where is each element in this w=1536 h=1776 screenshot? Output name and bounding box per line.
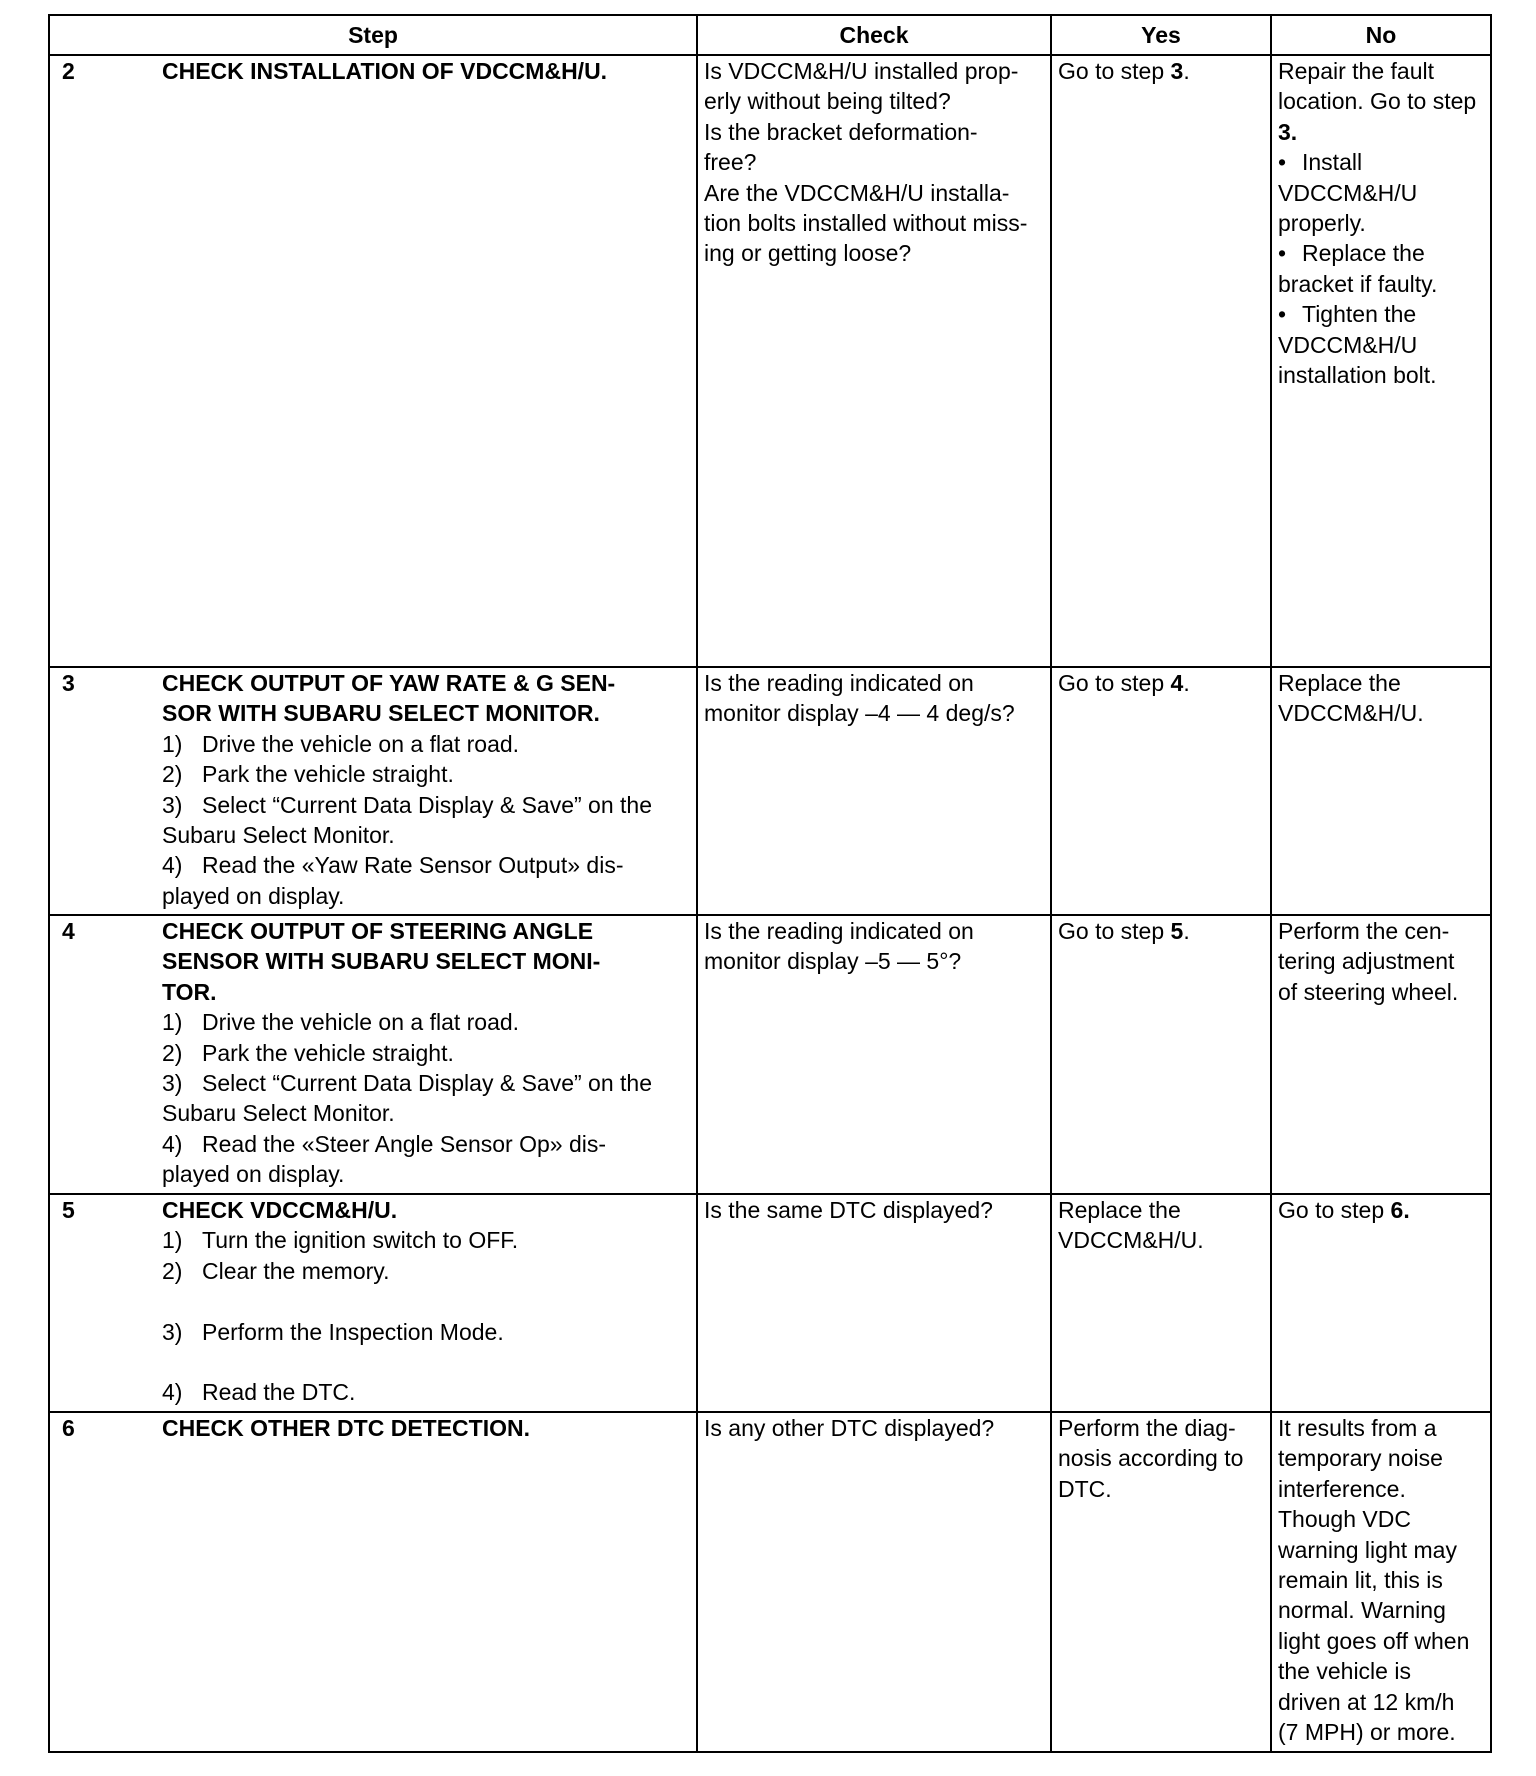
no-text: Go to step bbox=[1278, 1197, 1391, 1223]
no-cell bbox=[1271, 1412, 1491, 1752]
no-line: interference. bbox=[1278, 1475, 1406, 1502]
substep-text: Select “Current Data Display & Save” on the bbox=[202, 791, 652, 818]
check-line: Is the bracket deformation- bbox=[704, 118, 978, 145]
step-title: SENSOR WITH SUBARU SELECT MONI- bbox=[162, 948, 601, 975]
table-row bbox=[49, 1194, 1491, 1412]
step-cell bbox=[49, 55, 697, 667]
table-row bbox=[49, 915, 1491, 1194]
bullet-text: VDCCM&H/U bbox=[1278, 179, 1418, 206]
no-line: the vehicle is bbox=[1278, 1658, 1411, 1685]
substep-text: Park the vehicle straight. bbox=[202, 761, 454, 788]
yes-line: DTC. bbox=[1058, 1475, 1112, 1502]
no-line: (7 MPH) or more. bbox=[1278, 1719, 1456, 1746]
no-line: driven at 12 km/h bbox=[1278, 1688, 1455, 1715]
bullet-text: installation bolt. bbox=[1278, 362, 1437, 389]
no-line: remain lit, this is bbox=[1278, 1567, 1443, 1594]
step-title: CHECK OUTPUT OF STEERING ANGLE bbox=[162, 918, 594, 944]
yes-cell bbox=[1051, 915, 1271, 1194]
bullet-text: Install bbox=[1302, 149, 1363, 176]
yes-cell bbox=[1051, 1412, 1271, 1752]
substep-text: Read the DTC. bbox=[202, 1379, 356, 1406]
step-title: CHECK OUTPUT OF YAW RATE & G SEN- bbox=[162, 670, 616, 696]
substep-text: Read the «Steer Angle Sensor Op» dis- bbox=[202, 1130, 607, 1157]
check-cell bbox=[697, 1194, 1051, 1412]
no-line: temporary noise bbox=[1278, 1445, 1443, 1472]
no-end: . bbox=[1403, 1197, 1410, 1223]
step-cell bbox=[49, 1194, 697, 1412]
step-title: TOR. bbox=[162, 978, 217, 1005]
yes-cell bbox=[1051, 1194, 1271, 1412]
substep-number: 4) bbox=[162, 1130, 183, 1157]
substep bbox=[162, 759, 684, 789]
substep-text: played on display. bbox=[162, 882, 345, 909]
substep-number: 2) bbox=[162, 1039, 183, 1066]
substep bbox=[162, 790, 684, 820]
substep bbox=[162, 1129, 684, 1159]
substep-number: 2) bbox=[162, 1257, 183, 1284]
check-line: ing or getting loose? bbox=[704, 240, 912, 267]
substep bbox=[162, 1377, 684, 1407]
spacer bbox=[162, 1347, 684, 1377]
header-step: Step bbox=[49, 15, 697, 55]
check-cell bbox=[697, 915, 1051, 1194]
check-line: Is the reading indicated on bbox=[704, 670, 974, 696]
check-line: Is any other DTC displayed? bbox=[704, 1415, 995, 1441]
yes-step-ref: 3 bbox=[1170, 58, 1184, 84]
no-step-ref: 6 bbox=[1390, 1197, 1404, 1223]
substep-text: Subaru Select Monitor. bbox=[162, 1100, 395, 1127]
step-title: CHECK VDCCM&H/U. bbox=[162, 1197, 398, 1223]
yes-text: Go to step bbox=[1058, 918, 1171, 944]
check-line: tion bolts installed without miss- bbox=[704, 210, 1028, 237]
yes-end: . bbox=[1183, 58, 1190, 84]
substep bbox=[162, 1068, 684, 1098]
step-cell bbox=[49, 667, 697, 915]
no-line: It results from a bbox=[1278, 1415, 1437, 1441]
substep-number: 3) bbox=[162, 1318, 183, 1345]
substep bbox=[162, 1225, 684, 1255]
check-line: erly without being tilted? bbox=[704, 88, 951, 115]
no-line: normal. Warning bbox=[1278, 1597, 1446, 1624]
yes-end: . bbox=[1183, 670, 1190, 696]
no-line: Repair the fault bbox=[1278, 58, 1434, 84]
check-line: Is VDCCM&H/U installed prop- bbox=[704, 58, 1019, 84]
no-line: of steering wheel. bbox=[1278, 978, 1459, 1005]
substep bbox=[162, 1317, 684, 1347]
step-cell bbox=[49, 915, 697, 1194]
no-line: warning light may bbox=[1278, 1536, 1457, 1563]
substep bbox=[162, 1256, 684, 1286]
substep bbox=[162, 729, 684, 759]
check-line: free? bbox=[704, 149, 757, 176]
yes-text: Go to step bbox=[1058, 58, 1171, 84]
no-line: Replace the bbox=[1278, 670, 1401, 696]
substep-number: 3) bbox=[162, 791, 183, 818]
substep-text: played on display. bbox=[162, 1161, 345, 1188]
step-title: SOR WITH SUBARU SELECT MONITOR. bbox=[162, 700, 600, 727]
substep-text: Perform the Inspection Mode. bbox=[202, 1318, 504, 1345]
bullet-text: properly. bbox=[1278, 210, 1366, 237]
substep-number: 1) bbox=[162, 730, 183, 757]
check-line: Are the VDCCM&H/U installa- bbox=[704, 179, 1010, 206]
substep-number: 2) bbox=[162, 761, 183, 788]
yes-cell bbox=[1051, 55, 1271, 667]
substep-number: 1) bbox=[162, 1009, 183, 1036]
check-line: Is the reading indicated on bbox=[704, 918, 974, 944]
check-line: Is the same DTC displayed? bbox=[704, 1197, 993, 1223]
no-step-end: . bbox=[1290, 118, 1298, 145]
yes-end: . bbox=[1183, 918, 1190, 944]
yes-step-ref: 4 bbox=[1170, 670, 1184, 696]
check-cell bbox=[697, 55, 1051, 667]
step-title: CHECK INSTALLATION OF VDCCM&H/U. bbox=[162, 58, 608, 84]
header-yes: Yes bbox=[1051, 15, 1271, 55]
substep-text: Select “Current Data Display & Save” on the bbox=[202, 1070, 652, 1097]
no-line: light goes off when bbox=[1278, 1627, 1470, 1654]
no-cell bbox=[1271, 667, 1491, 915]
step-number: 6 bbox=[62, 1415, 75, 1441]
substep bbox=[162, 1038, 684, 1068]
step-number: 3 bbox=[62, 670, 75, 696]
substep bbox=[162, 1007, 684, 1037]
yes-line: VDCCM&H/U. bbox=[1058, 1227, 1204, 1254]
no-line: VDCCM&H/U. bbox=[1278, 700, 1424, 727]
step-number: 4 bbox=[62, 918, 75, 944]
check-line: monitor display –4 — 4 deg/s? bbox=[704, 700, 1015, 727]
substep-text: Drive the vehicle on a flat road. bbox=[202, 1009, 520, 1036]
no-step-ref: 3 bbox=[1278, 118, 1291, 145]
table-header-row bbox=[49, 15, 1491, 55]
substep-text: Turn the ignition switch to OFF. bbox=[202, 1227, 519, 1254]
diagnostic-table bbox=[48, 14, 1492, 1753]
table-row bbox=[49, 55, 1491, 667]
bullet-icon: • bbox=[1278, 240, 1287, 267]
step-number: 2 bbox=[62, 58, 75, 84]
yes-cell bbox=[1051, 667, 1271, 915]
no-line: tering adjustment bbox=[1278, 948, 1455, 975]
no-cell bbox=[1271, 55, 1491, 667]
substep-number: 4) bbox=[162, 1379, 183, 1406]
substep-text: Drive the vehicle on a flat road. bbox=[202, 730, 520, 757]
substep-number: 3) bbox=[162, 1070, 183, 1097]
substep-number: 4) bbox=[162, 852, 183, 879]
yes-text: Go to step bbox=[1058, 670, 1171, 696]
table-row bbox=[49, 667, 1491, 915]
check-cell bbox=[697, 1412, 1051, 1752]
step-title: CHECK OTHER DTC DETECTION. bbox=[162, 1415, 530, 1441]
spacer bbox=[162, 1286, 684, 1316]
yes-line: Perform the diag- bbox=[1058, 1415, 1236, 1441]
no-cell bbox=[1271, 915, 1491, 1194]
no-cell bbox=[1271, 1194, 1491, 1412]
no-line: Though VDC bbox=[1278, 1506, 1411, 1533]
header-no: No bbox=[1271, 15, 1491, 55]
step-cell bbox=[49, 1412, 697, 1752]
bullet-icon: • bbox=[1278, 149, 1287, 176]
yes-step-ref: 5 bbox=[1170, 918, 1184, 944]
substep-text: Read the «Yaw Rate Sensor Output» dis- bbox=[202, 852, 624, 879]
substep-number: 1) bbox=[162, 1227, 183, 1254]
bullet-text: Replace the bbox=[1302, 240, 1425, 267]
substep bbox=[162, 850, 684, 880]
no-line: location. Go to step bbox=[1278, 88, 1477, 115]
bullet-text: VDCCM&H/U bbox=[1278, 331, 1418, 358]
check-cell bbox=[697, 667, 1051, 915]
bullet-icon: • bbox=[1278, 301, 1287, 328]
substep-text: Park the vehicle straight. bbox=[202, 1039, 454, 1066]
check-line: monitor display –5 — 5°? bbox=[704, 948, 962, 975]
yes-line: Replace the bbox=[1058, 1197, 1181, 1223]
substep-text: Clear the memory. bbox=[202, 1257, 390, 1284]
step-number: 5 bbox=[62, 1197, 75, 1223]
bullet-text: Tighten the bbox=[1302, 301, 1417, 328]
substep-text: Subaru Select Monitor. bbox=[162, 822, 395, 849]
table-row bbox=[49, 1412, 1491, 1752]
bullet-text: bracket if faulty. bbox=[1278, 270, 1438, 297]
yes-line: nosis according to bbox=[1058, 1445, 1244, 1472]
no-line: Perform the cen- bbox=[1278, 918, 1450, 944]
header-check: Check bbox=[697, 15, 1051, 55]
